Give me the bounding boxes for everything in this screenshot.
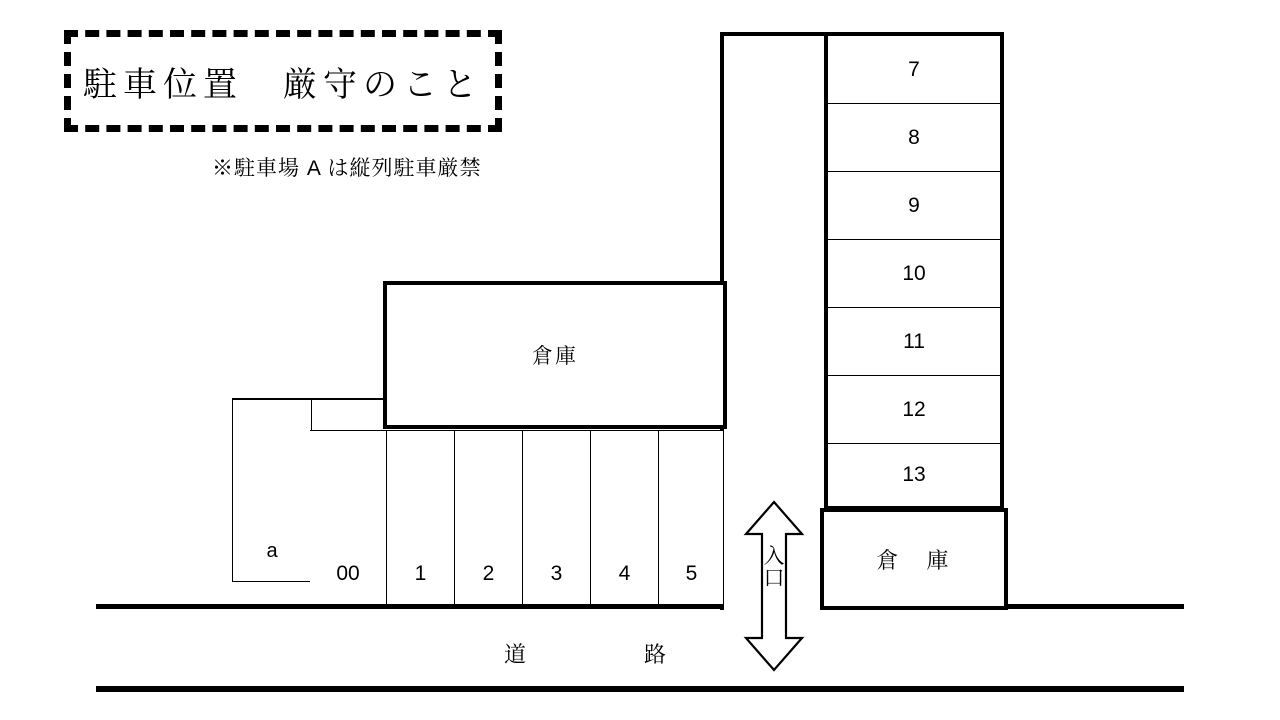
slot-label: 3 bbox=[550, 562, 563, 585]
slot-label: 12 bbox=[902, 397, 926, 421]
parking-slot-a[interactable] bbox=[232, 398, 312, 582]
slot-label: 00 bbox=[336, 562, 360, 585]
entrance-label-line2: 口 bbox=[763, 567, 785, 591]
parking-slot[interactable] bbox=[828, 444, 1000, 506]
slot-label: 5 bbox=[685, 562, 698, 585]
slot-label: a bbox=[266, 540, 278, 562]
parking-slot[interactable] bbox=[828, 172, 1000, 240]
road-edge-upper-right bbox=[1004, 604, 1184, 609]
road-label-right: 路 bbox=[644, 642, 669, 667]
slot-label: 9 bbox=[908, 193, 920, 217]
parking-slot[interactable] bbox=[310, 431, 386, 604]
entrance-label bbox=[742, 546, 806, 590]
road-edge-upper bbox=[96, 604, 724, 609]
connector-line bbox=[232, 398, 384, 400]
note-text: ※駐車場 A は縦列駐車厳禁 bbox=[212, 157, 482, 180]
slot-label: 11 bbox=[903, 329, 925, 353]
warehouse-right bbox=[820, 508, 1008, 610]
parking-slot[interactable] bbox=[828, 36, 1000, 104]
slot-label: 8 bbox=[908, 125, 920, 149]
bottom-parking-row bbox=[310, 430, 724, 604]
slot-label: 1 bbox=[414, 562, 427, 585]
warehouse-center-label: 倉庫 bbox=[532, 345, 578, 368]
parking-slot[interactable] bbox=[828, 240, 1000, 308]
page-title: 駐車位置 厳守のこと bbox=[83, 65, 483, 104]
parking-slot[interactable] bbox=[828, 104, 1000, 172]
slot-label: 10 bbox=[902, 261, 926, 285]
right-parking-column bbox=[824, 32, 1004, 510]
parking-slot[interactable] bbox=[454, 431, 522, 604]
slot-label: 4 bbox=[618, 562, 631, 585]
slot-label: 2 bbox=[482, 562, 495, 585]
parking-slot[interactable] bbox=[658, 431, 724, 604]
warehouse-right-label: 倉 庫 bbox=[876, 547, 952, 573]
warehouse-center bbox=[383, 281, 727, 429]
parking-slot[interactable] bbox=[828, 308, 1000, 376]
parking-slot[interactable] bbox=[828, 376, 1000, 444]
road-label-left: 道 bbox=[504, 642, 529, 667]
entrance-label-line1: 入 bbox=[763, 545, 785, 568]
slot-label: 7 bbox=[908, 57, 920, 81]
parking-slot[interactable] bbox=[590, 431, 658, 604]
title-box bbox=[64, 30, 502, 132]
road-edge-lower bbox=[96, 686, 1184, 692]
parking-slot[interactable] bbox=[386, 431, 454, 604]
slot-label: 13 bbox=[902, 463, 926, 486]
parking-slot[interactable] bbox=[522, 431, 590, 604]
